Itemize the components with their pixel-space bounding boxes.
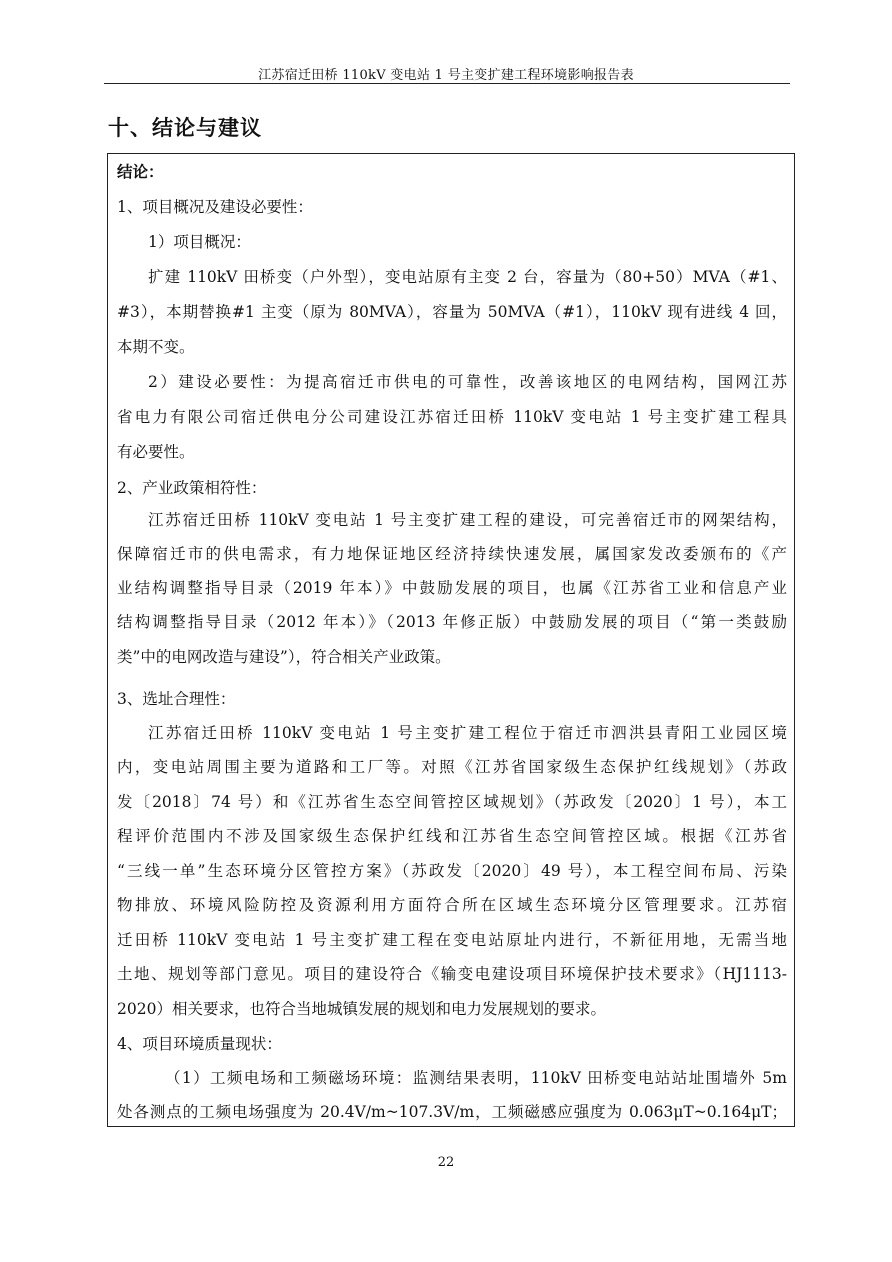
paragraph-line: 内，变电站周围主要为道路和工厂等。对照《江苏省国家级生态保护红线规划》（苏政	[117, 758, 787, 776]
paragraph-line: 物排放、环境风险防控及资源利用方面符合所在区域生态环境分区管理要求。江苏宿	[117, 896, 787, 914]
section-3-heading: 3、选址合理性：	[117, 690, 236, 708]
section-2-heading: 2、产业政策相符性：	[117, 479, 267, 497]
paragraph-line: #3），本期替换#1 主变（原为 80MVA），容量为 50MVA（#1），110kV 现有进线 4 回，	[117, 303, 787, 321]
paragraph-line: 2）建设必要性：为提高宿迁市供电的可靠性，改善该地区的电网结构，国网江苏	[148, 373, 787, 391]
paragraph-line: 程评价范围内不涉及国家级生态保护红线和江苏省生态空间管控区域。根据《江苏省	[117, 827, 787, 845]
paragraph-line: 发〔2018〕74 号）和《江苏省生态空间管控区域规划》（苏政发〔2020〕1 号），本工	[117, 793, 787, 811]
paragraph-line: 处各测点的工频电场强度为 20.4V/m~107.3V/m，工频磁感应强度为 0.063μT~0.164μT；	[117, 1103, 787, 1121]
page-header-title: 江苏宿迁田桥 110kV 变电站 1 号主变扩建工程环境影响报告表	[258, 68, 634, 83]
paragraph-line: 业结构调整指导目录（2019 年本）》中鼓励发展的项目，也属《江苏省工业和信息产业	[117, 579, 787, 597]
paragraph-line: 有必要性。	[117, 443, 195, 461]
header-divider	[104, 83, 790, 84]
section-1-sub1-heading: 1）项目概况：	[148, 233, 251, 251]
page-number: 22	[437, 1155, 455, 1170]
paragraph-line: （1）工频电场和工频磁场环境：监测结果表明，110kV 田桥变电站站址围墙外 5m	[165, 1069, 787, 1087]
section-title: 十、结论与建议	[108, 116, 262, 140]
paragraph-line: 类”中的电网改造与建设”），符合相关产业政策。	[117, 648, 451, 666]
paragraph-line: 土地、规划等部门意见。项目的建设符合《输变电建设项目环境保护技术要求》（HJ1113-	[117, 965, 787, 983]
section-4-heading: 4、项目环境质量现状：	[117, 1035, 282, 1053]
paragraph-line: 江苏宿迁田桥 110kV 变电站 1 号主变扩建工程的建设，可完善宿迁市的网架结构，	[148, 511, 787, 529]
section-1-heading: 1、项目概况及建设必要性：	[117, 198, 313, 216]
conclusion-box	[107, 153, 795, 1127]
paragraph-line: 2020）相关要求，也符合当地城镇发展的规划和电力发展规划的要求。	[117, 1000, 606, 1018]
paragraph-line: 扩建 110kV 田桥变（户外型），变电站原有主变 2 台，容量为（80+50）MVA（#1、	[148, 268, 787, 286]
paragraph-line: 省电力有限公司宿迁供电分公司建设江苏宿迁田桥 110kV 变电站 1 号主变扩建工程具	[117, 408, 787, 426]
paragraph-line: “三线一单”生态环境分区管控方案》（苏政发〔2020〕49 号），本工程空间布局、污染	[117, 862, 787, 880]
paragraph-line: 迁田桥 110kV 变电站 1 号主变扩建工程在变电站原址内进行，不新征用地，无需当地	[117, 931, 787, 949]
paragraph-line: 江苏宿迁田桥 110kV 变电站 1 号主变扩建工程位于宿迁市泗洪县青阳工业园区境	[148, 724, 787, 742]
paragraph-line: 本期不变。	[117, 338, 195, 356]
paragraph-line: 保障宿迁市的供电需求，有力地保证地区经济持续快速发展，属国家发改委颁布的《产	[117, 545, 787, 563]
conclusion-label: 结论：	[117, 163, 164, 181]
paragraph-line: 结构调整指导目录（2012 年本）》（2013 年修正版）中鼓励发展的项目（“第一类鼓励	[117, 613, 787, 631]
